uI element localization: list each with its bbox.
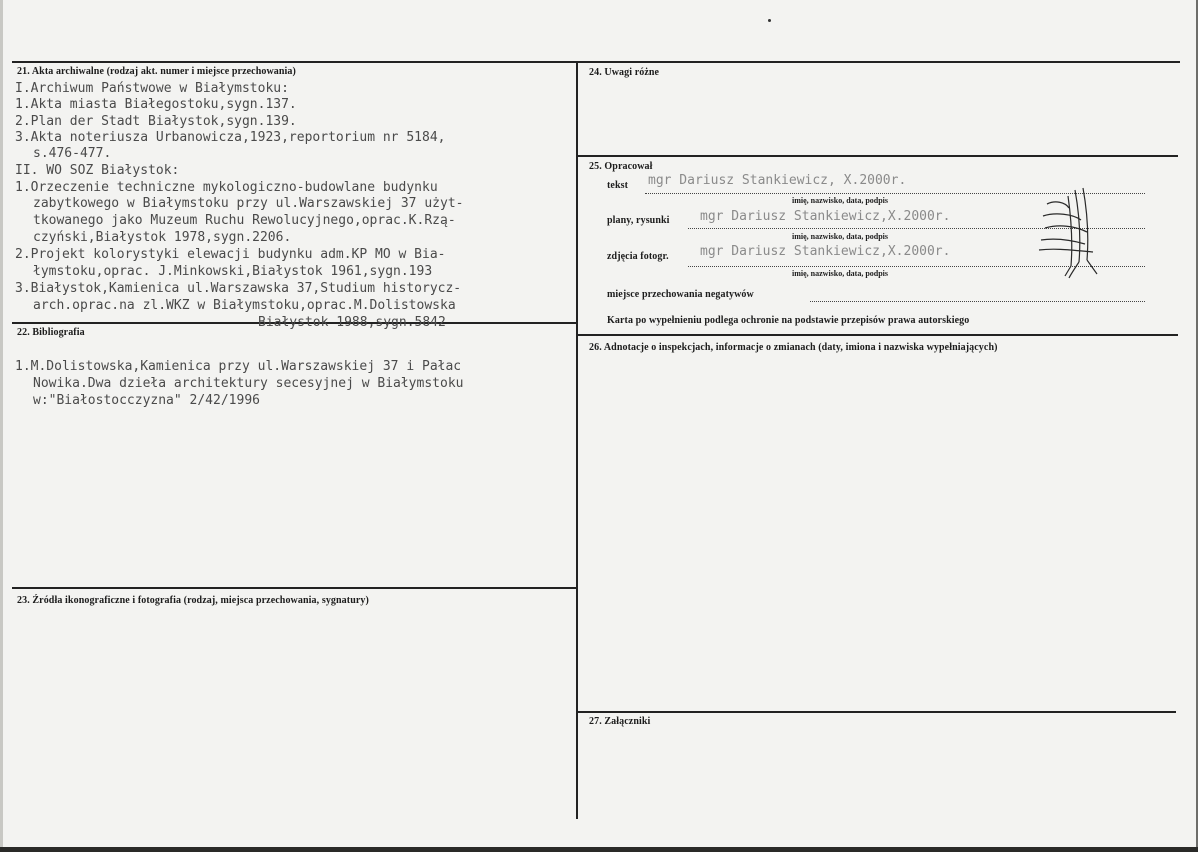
section-22-line: Nowika.Dwa dzieła architektury secesyjnej w Białymstoku: [33, 376, 464, 391]
tekst-label: tekst: [607, 180, 629, 191]
section-21-line: 3.Białystok,Kamienica ul.Warszawska 37,Studium historycz-: [15, 281, 462, 296]
tekst-caption: imię, nazwisko, data, podpis: [792, 196, 889, 205]
rule-23: [12, 587, 576, 589]
section-23-header: 23. Źródła ikonograficzne i fotografia (rodzaj, miejsca przechowania, sygnatury): [17, 595, 369, 606]
section-21-line: arch.oprac.na zl.WKZ w Białymstoku,oprac.M.Dolistowska: [33, 298, 456, 313]
section-21-line: łymstoku,oprac. J.Minkowski,Białystok 1961,sygn.193: [33, 264, 433, 279]
plany-rysunki-value: mgr Dariusz Stankiewicz,X.2000r.: [700, 209, 951, 224]
section-21-line: 2.Projekt kolorystyki elewacji budynku adm.KP MO w Bia-: [15, 247, 446, 262]
section-22-header: 22. Bibliografia: [17, 327, 85, 338]
negatives-line: [810, 301, 1145, 302]
section-22-line: 1.M.Dolistowska,Kamienica przy ul.Warszawskiej 37 i Pałac: [15, 359, 462, 374]
section-21-line: 1.Orzeczenie techniczne mykologiczno-budowlane budynku: [15, 180, 438, 195]
section-21-line: 2.Plan der Stadt Białystok,sygn.139.: [15, 114, 297, 129]
zdjecia-label: zdjęcia fotogr.: [607, 251, 669, 262]
section-21-line: czyński,Białystok 1978,sygn.2206.: [33, 230, 292, 245]
section-21-header: 21. Akta archiwalne (rodzaj akt. numer i miejsce przechowania): [17, 66, 296, 77]
section-21-line: s.476-477.: [33, 146, 112, 161]
handwritten-signature: [1035, 182, 1105, 282]
left-paper-edge: [0, 0, 3, 852]
zdjecia-value: mgr Dariusz Stankiewicz,X.2000r.: [700, 244, 951, 259]
paper-speck: [768, 19, 771, 22]
section-21-line: 1.Akta miasta Białegostoku,sygn.137.: [15, 97, 297, 112]
section-21-line: tkowanego jako Muzeum Ruchu Rewolucyjnego,oprac.K.Rzą-: [33, 213, 456, 228]
section-27-header: 27. Załączniki: [589, 716, 651, 727]
section-21-line: II. WO SOZ Białystok:: [15, 163, 180, 178]
center-divider: [576, 62, 578, 819]
zdjecia-caption: imię, nazwisko, data, podpis: [792, 269, 889, 278]
section-24-header: 24. Uwagi różne: [589, 67, 660, 78]
plany-rysunki-caption: imię, nazwisko, data, podpis: [792, 232, 889, 241]
section-25-header: 25. Opracował: [589, 161, 653, 172]
section-21-line: I.Archiwum Państwowe w Białymstoku:: [15, 81, 289, 96]
section-26-header: 26. Adnotacje o inspekcjach, informacje o zmianach (daty, imiona i nazwiska wypełniających): [589, 342, 998, 353]
rule-26: [578, 334, 1178, 336]
plany-rysunki-label: plany, rysunki: [607, 215, 670, 226]
section-22-line: w:"Białostocczyzna" 2/42/1996: [33, 393, 260, 408]
copyright-note: Karta po wypełnieniu podlega ochronie na podstawie przepisów prawa autorskiego: [607, 315, 970, 326]
rule-25: [578, 155, 1178, 157]
bottom-paper-edge: [0, 847, 1198, 852]
section-21-line: zabytkowego w Białymstoku przy ul.Warszawskiej 37 użyt-: [33, 196, 464, 211]
rule-27: [578, 711, 1176, 713]
top-rule: [12, 61, 1180, 63]
section-21-line: Białystok 1988,sygn.5842: [258, 315, 446, 330]
tekst-value: mgr Dariusz Stankiewicz, X.2000r.: [648, 173, 907, 188]
negatives-label: miejsce przechowania negatywów: [607, 289, 754, 300]
section-21-line: 3.Akta noteriusza Urbanowicza,1923,reportorium nr 5184,: [15, 130, 446, 145]
